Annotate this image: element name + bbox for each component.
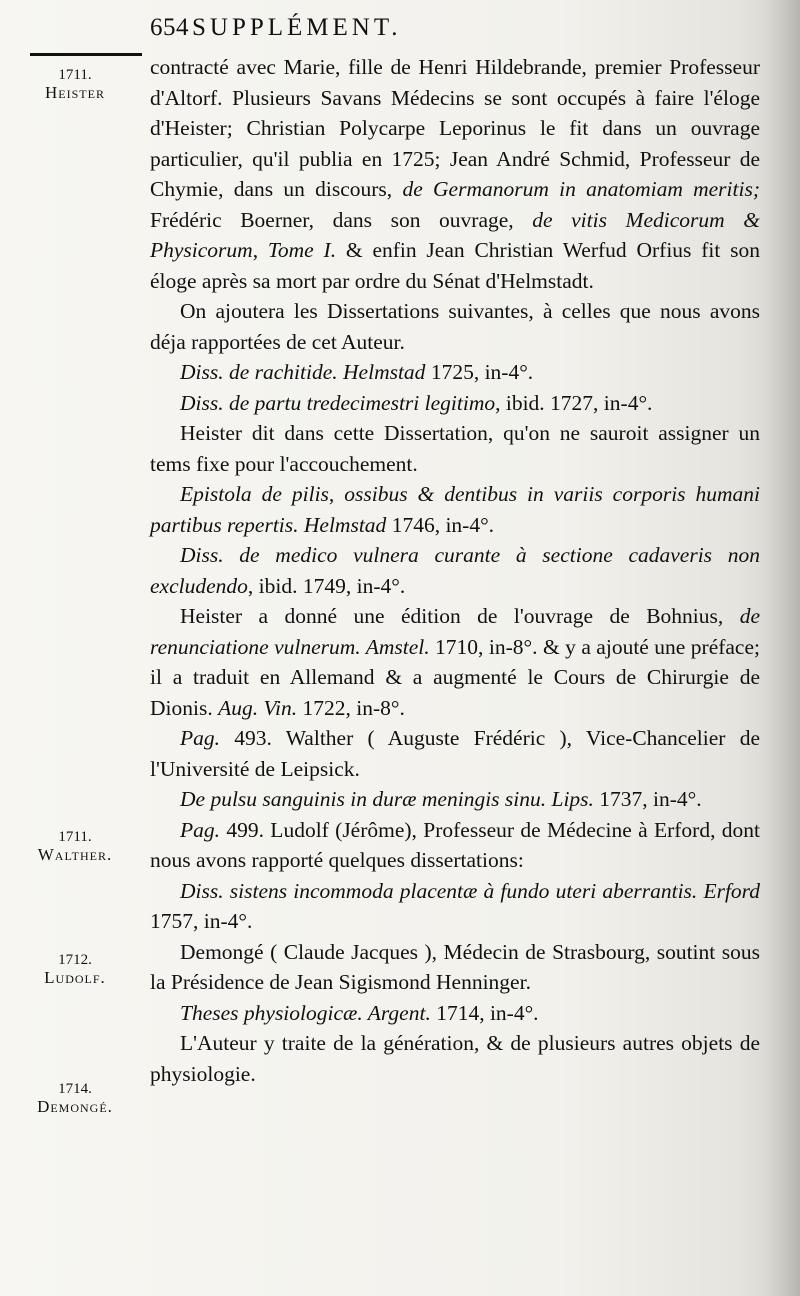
- margin-note-name: Walther.: [37, 845, 113, 864]
- main-text: [150, 52, 760, 1089]
- running-header: [150, 12, 770, 44]
- paragraph-citation: [150, 540, 760, 601]
- text-run: On ajoutera les Dissertations suivantes, à celles que nous avons déja rapportées de cet Auteur.: [150, 299, 760, 354]
- paragraph-citation: [150, 357, 760, 388]
- margin-note-demonge: [0, 1080, 150, 1116]
- italic-title: Diss. de partu tredecimestri legitimo: [180, 390, 496, 415]
- paragraph-commentary: [150, 601, 760, 723]
- margin-note-name: Ludolf.: [44, 968, 106, 987]
- text-run: ,: [252, 238, 268, 262]
- italic-title: Pag.: [180, 726, 221, 750]
- text-run: 1710, in-8°. & y a ajouté une préface; il a traduit en Allemand & a augmenté le Cours de Chirurgie de Dionis.: [150, 634, 760, 720]
- paragraph-citation: [150, 388, 760, 419]
- text-run: & enfin Jean Christian Werfud Orfius fit son éloge après sa mort par ordre du Sénat d'Helmstadt.: [150, 238, 761, 293]
- text-run: 1757, in-4°.: [150, 909, 253, 933]
- italic-title: Theses physiologicæ. Argent.: [180, 1000, 431, 1025]
- margin-note-heister: [0, 66, 150, 102]
- italic-title: Pag.: [180, 817, 221, 842]
- italic-title: de renunciatione vulnerum. Amstel.: [150, 604, 760, 659]
- paragraph-citation: [150, 876, 760, 937]
- margin-note-ludolf: [0, 951, 150, 987]
- text-run: Heister dit dans cette Dissertation, qu'on ne sauroit assigner un tems fixe pour l'accouchement.: [150, 421, 760, 476]
- italic-title: Epistola de pilis, ossibus & dentibus in variis corporis humani partibus repertis. Helmstad: [150, 482, 760, 537]
- paragraph-citation: [150, 998, 760, 1029]
- text-run: 1714, in-4°.: [430, 1000, 539, 1025]
- italic-title: Aug. Vin.: [218, 695, 298, 720]
- text-run: 1737, in-4°.: [593, 787, 702, 811]
- text-run: 499. Ludolf (Jérôme), Professeur de Médecine à Erford, dont nous avons rapporté quelques dissertations:: [150, 817, 760, 872]
- text-run: Demongé ( Claude Jacques ), Médecin de Strasbourg, soutint sous la Présidence de Jean Sigismond Henninger.: [150, 939, 760, 994]
- running-title: SUPPLÉMENT.: [192, 14, 402, 41]
- text-run: Frédéric Boerner, dans son ouvrage,: [150, 207, 533, 232]
- text-run: contracté avec Marie, fille de Henri Hildebrande, premier Professeur d'Altorf. Plusieurs Savans Médecins se sont occupés à faire l'éloge d'Heister; Christian Polycarpe Leporinus le fit dans un ouvrage particulier, qu'il publia en 1725; Jean André Schmid, Professeur de Chymie, dans un discours,: [150, 55, 760, 201]
- margin-note-walther: [0, 828, 150, 864]
- margin-note-name: Heister: [45, 83, 105, 102]
- text-run: , ibid. 1727, in-4°.: [495, 390, 653, 415]
- italic-title: de vitis Medicorum & Physicorum: [150, 207, 760, 262]
- page-number: 654: [150, 14, 189, 41]
- text-run: 1725, in-4°.: [425, 360, 534, 384]
- text-run: Heister a donné une édition de l'ouvrage de Bohnius,: [180, 604, 740, 628]
- paragraph-citation: [150, 479, 760, 540]
- text-run: , ibid. 1749, in-4°.: [247, 573, 406, 598]
- italic-title: Tome I.: [267, 238, 337, 262]
- italic-title: Diss. de rachitide. Helmstad: [180, 360, 426, 384]
- margin-note-year: 1714.: [58, 1081, 92, 1097]
- italic-title: Diss. sistens incommoda placentæ à fundo uteri aberrantis. Erford: [180, 878, 760, 903]
- text-run: 1746, in-4°.: [386, 512, 495, 537]
- paragraph-commentary: [150, 418, 760, 479]
- paragraph-dissertations-intro: [150, 296, 760, 357]
- italic-title: Diss. de medico vulnera curante à sectione cadaveris non excludendo: [150, 543, 760, 598]
- paragraph-entry-walther: [150, 723, 760, 784]
- paragraph-heister-continued: [150, 52, 760, 296]
- italic-title: De pulsu sanguinis in duræ meningis sinu. Lips.: [180, 787, 594, 811]
- text-run: 493. Walther ( Auguste Frédéric ), Vice-Chancelier de l'Université de Leipsick.: [150, 726, 760, 781]
- margin-note-year: 1711.: [58, 829, 92, 845]
- text-run: L'Auteur y traite de la génération, & de plusieurs autres objets de physiologie.: [150, 1031, 760, 1086]
- paragraph-entry-demonge: [150, 937, 760, 998]
- paragraph-citation: [150, 784, 760, 815]
- margin-note-name: Demongé.: [37, 1097, 113, 1116]
- margin-note-year: 1711.: [58, 67, 92, 83]
- margin-note-year: 1712.: [58, 952, 92, 968]
- paragraph-commentary: [150, 1028, 760, 1089]
- page-edge-shadow: [762, 0, 800, 1296]
- margin-notes: [0, 0, 150, 1296]
- italic-title: de Germanorum in anatomiam meritis;: [402, 177, 760, 201]
- text-run: 1722, in-8°.: [297, 695, 405, 720]
- paragraph-entry-ludolf: [150, 815, 760, 876]
